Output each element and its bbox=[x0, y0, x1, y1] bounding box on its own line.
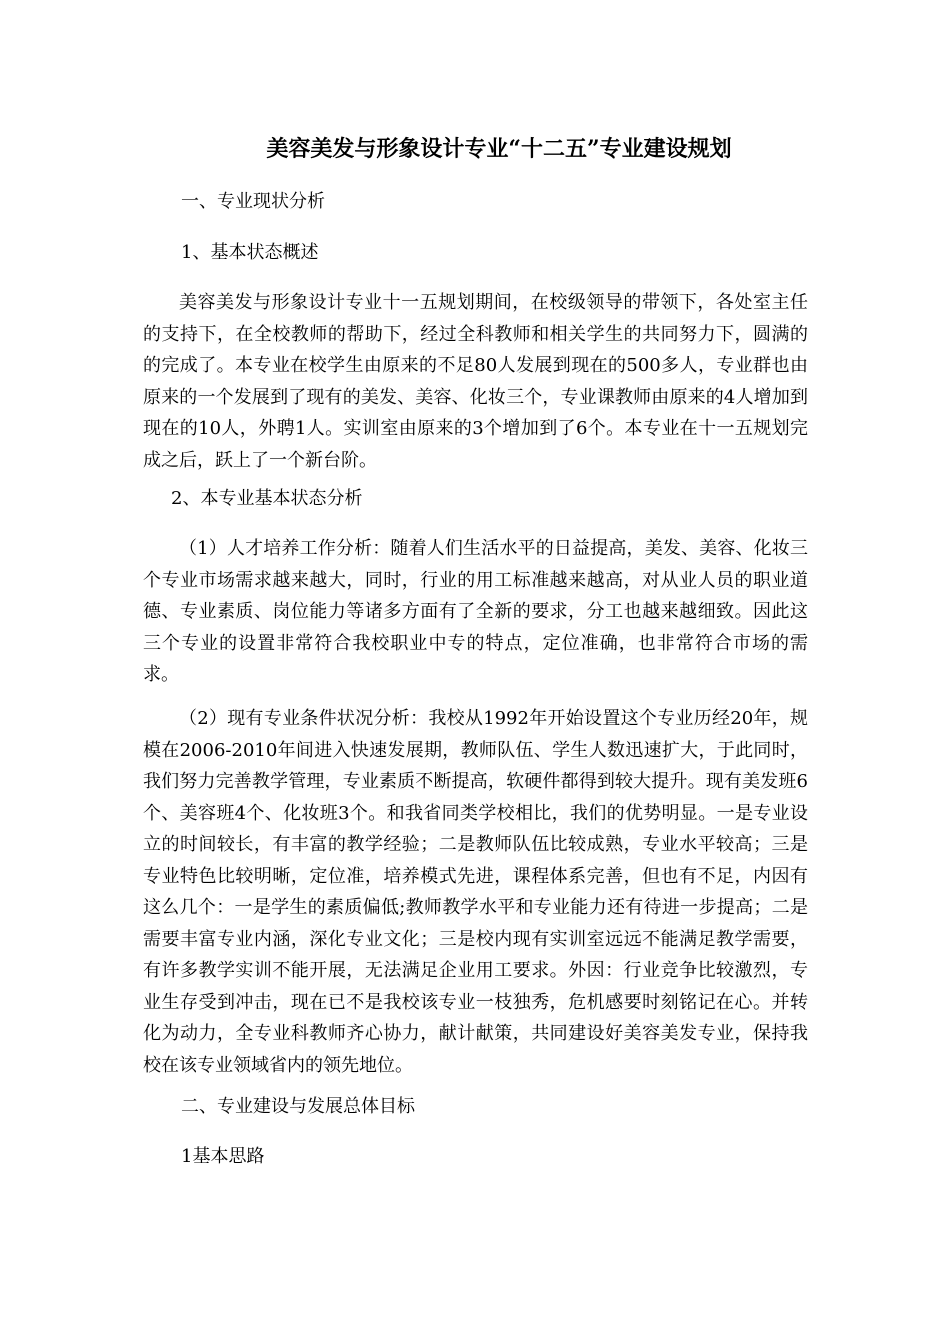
subsection-1-2-heading: 2、本专业基本状态分析 bbox=[171, 488, 363, 509]
subsection-1-1-heading: 1、基本状态概述 bbox=[181, 242, 319, 263]
document-title: 美容美发与形象设计专业“十二五”专业建设规划 bbox=[266, 136, 732, 162]
subsection-2-1-heading: 1基本思路 bbox=[181, 1146, 265, 1167]
paragraph-basic-status: 美容美发与形象设计专业十一五规划期间，在校级领导的带领下，各处室主任的支持下，在全校教师的帮助下，经过全科教师和相关学生的共同努力下，圆满的的完成了。本专业在校学生由原来的不足80人发展到现在的500多人，专业群也由原来的一个发展到了现有的美发、美容、化妆三个，专业课教师由原来的4人增加到现在的10人，外聘1人。实训室由原来的3个增加到了6个。本专业在十一五规划完成之后，跃上了一个新台阶。 bbox=[143, 292, 808, 471]
paragraph-conditions-analysis: （2）现有专业条件状况分析：我校从1992年开始设置这个专业历经20年，规模在2006-2010年间进入快速发展期，教师队伍、学生人数迅速扩大，于此同时，我们努力完善教学管理，专业素质不断提高，软硬件都得到较大提升。现有美发班6个、美容班4个、化妆班3个。和我省同类学校相比，我们的优势明显。一是专业设立的时间较长，有丰富的教学经验；二是教师队伍比较成熟，专业水平较高；三是专业特色比较明晰，定位准，培养模式先进，课程体系完善，但也有不足，内因有这么几个：一是学生的素质偏低;教师教学水平和专业能力还有待进一步提高；二是需要丰富专业内涵，深化专业文化；三是校内现有实训室远远不能满足教学需要，有许多教学实训不能开展，无法满足企业用工要求。外因：行业竞争比较激烈，专业生存受到冲击，现在已不是我校该专业一枝独秀，危机感要时刻铭记在心。并转化为动力，全专业科教师齐心协力，献计献策，共同建设好美容美发专业，保持我校在该专业领域省内的领先地位。 bbox=[143, 708, 808, 1076]
section-2-heading: 二、专业建设与发展总体目标 bbox=[181, 1096, 415, 1117]
paragraph-talent-training: （1）人才培养工作分析：随着人们生活水平的日益提高，美发、美容、化妆三个专业市场需求越来越大，同时，行业的用工标准越来越高，对从业人员的职业道德、专业素质、岗位能力等诸多方面有了全新的要求，分工也越来越细致。因此这三个专业的设置非常符合我校职业中专的特点，定位准确，也非常符合市场的需求。 bbox=[143, 538, 808, 685]
section-1-heading: 一、专业现状分析 bbox=[181, 191, 325, 212]
